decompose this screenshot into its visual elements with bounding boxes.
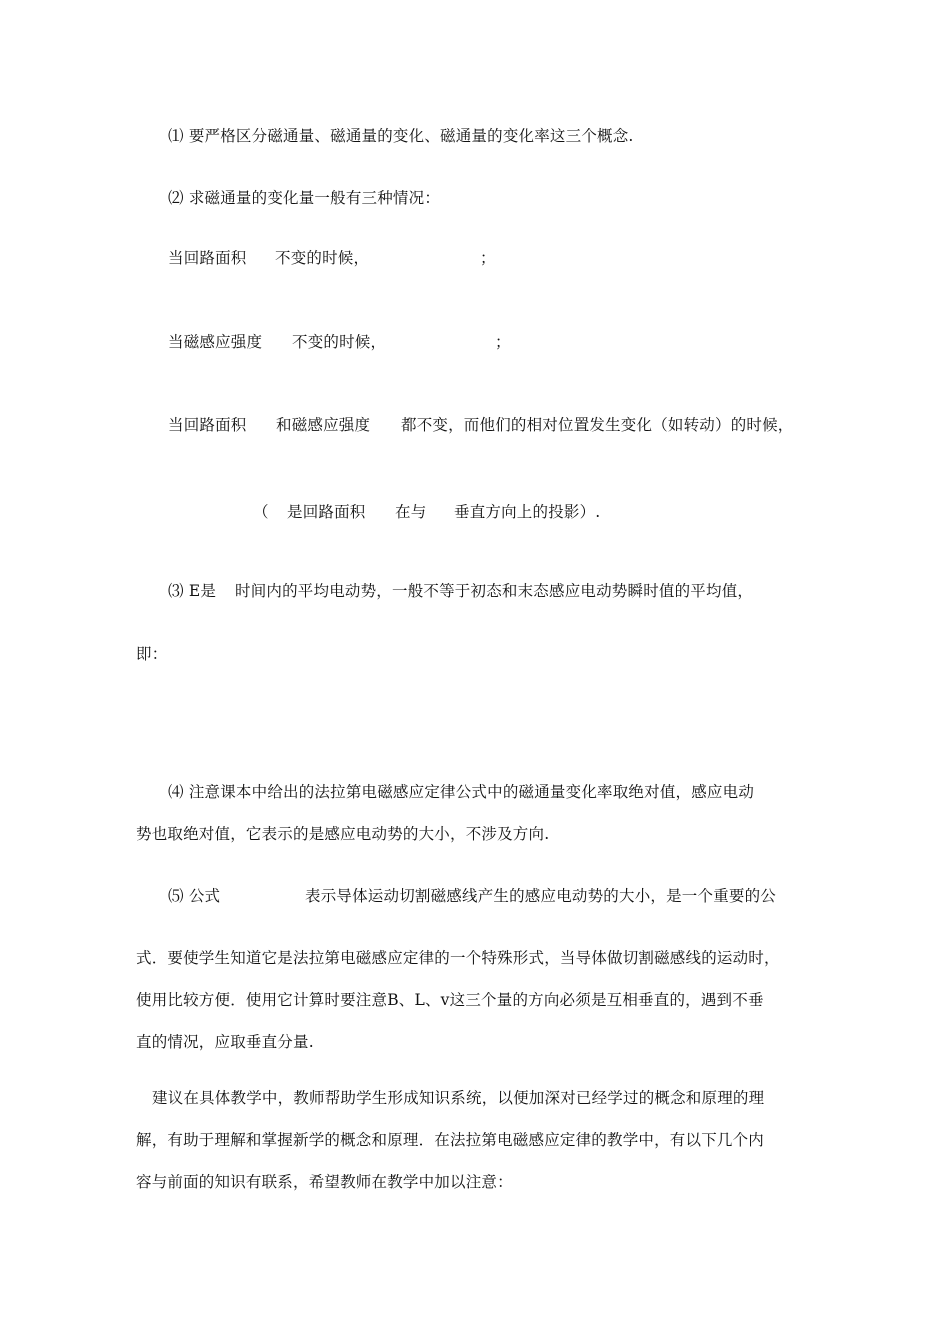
case-3-note-c: 在与 bbox=[395, 503, 427, 521]
paragraph-2: ⑵ 求磁通量的变化量一般有三种情况： bbox=[168, 189, 441, 207]
case-3-part-a: 当回路面积 bbox=[168, 416, 247, 434]
case-2-part-b: 不变的时候， bbox=[292, 333, 387, 351]
paragraph-3-part-b: 时间内的平均电动势，一般不等于初态和末态感应电动势瞬时值的平均值， bbox=[235, 582, 754, 600]
paragraph-4-line-1: ⑷ 注意课本中给出的法拉第电磁感应定律公式中的磁通量变化率取绝对值，感应电动 bbox=[168, 783, 755, 801]
paragraph-5-part-a: ⑸ 公式 bbox=[168, 887, 221, 905]
case-3-note-b: 是回路面积 bbox=[287, 503, 366, 521]
case-3-note-a: （ bbox=[253, 503, 269, 521]
paragraph-5-line-4: 直的情况，应取垂直分量. bbox=[136, 1033, 314, 1051]
case-1-part-a: 当回路面积 bbox=[168, 249, 247, 267]
paragraph-4-line-2: 势也取绝对值，它表示的是感应电动势的大小，不涉及方向. bbox=[136, 825, 550, 843]
paragraph-5-line-2: 式．要使学生知道它是法拉第电磁感应定律的一个特殊形式，当导体做切割磁感线的运动时， bbox=[136, 949, 780, 967]
case-2-part-a: 当磁感应强度 bbox=[168, 333, 263, 351]
case-3-part-b: 和磁感应强度 bbox=[276, 416, 371, 434]
paragraph-6-line-2: 解，有助于理解和掌握新学的概念和原理．在法拉第电磁感应定律的教学中，有以下几个内 bbox=[136, 1131, 765, 1149]
paragraph-5-part-b: 表示导体运动切割磁感线产生的感应电动势的大小，是一个重要的公 bbox=[305, 887, 777, 905]
paragraph-6-line-1: 建议在具体教学中，教师帮助学生形成知识系统，以便加深对已经学过的概念和原理的理 bbox=[152, 1089, 765, 1107]
paragraph-1: ⑴ 要严格区分磁通量、磁通量的变化、磁通量的变化率这三个概念. bbox=[168, 127, 634, 145]
case-1-part-b: 不变的时候， bbox=[275, 249, 370, 267]
case-1-end: ； bbox=[480, 249, 496, 267]
case-2-end: ； bbox=[495, 333, 511, 351]
paragraph-3-continuation: 即： bbox=[136, 645, 168, 663]
case-3-part-c: 都不变，而他们的相对位置发生变化（如转动）的时候， bbox=[401, 416, 794, 434]
paragraph-6-line-3: 容与前面的知识有联系，希望教师在教学中加以注意： bbox=[136, 1173, 513, 1191]
paragraph-5-line-3: 使用比较方便．使用它计算时要注意B、L、v这三个量的方向必须是互相垂直的，遇到不垂 bbox=[136, 991, 764, 1009]
paragraph-3-part-a: ⑶ E是 bbox=[168, 582, 217, 600]
case-3-note-d: 垂直方向上的投影）. bbox=[454, 503, 601, 521]
